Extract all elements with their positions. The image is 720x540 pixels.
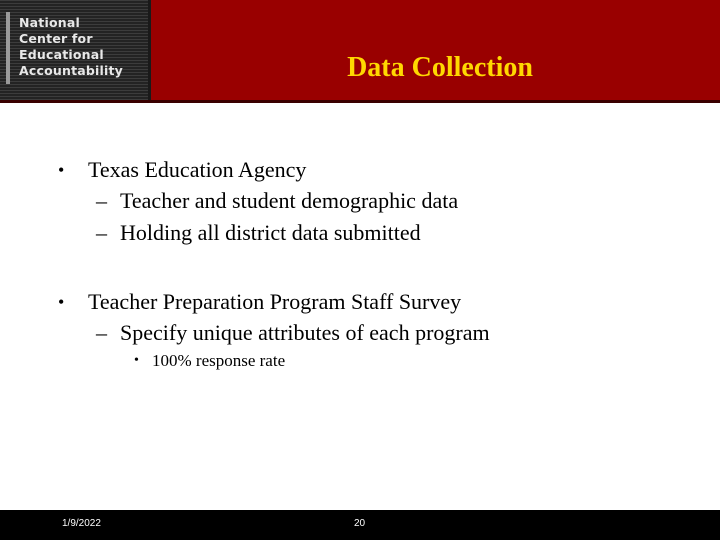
nceа-logo [0, 0, 148, 100]
logo-line: Educational [19, 47, 104, 62]
dash-marker: – [96, 188, 107, 213]
bullet-text: Holding all district data submitted [120, 220, 421, 245]
bullet-text: Specify unique attributes of each program [120, 320, 490, 345]
bullet-text: Teacher Preparation Program Staff Survey [88, 289, 462, 314]
dash-marker: – [96, 220, 107, 245]
bullet-marker: • [58, 292, 65, 312]
logo-accent-bar [6, 12, 10, 84]
slide-title: Data Collection [347, 52, 533, 83]
bullet-text: Teacher and student demographic data [120, 188, 459, 213]
dash-marker: – [96, 320, 107, 345]
bullet-level3 [134, 351, 286, 371]
bullet-level2 [96, 320, 490, 346]
bullet-text: 100% response rate [152, 351, 286, 370]
bullet-text: Texas Education Agency [88, 157, 307, 182]
logo-edge [148, 0, 151, 100]
logo-text [19, 15, 123, 79]
footer-date: 1/9/2022 [62, 518, 101, 529]
logo-line: National [19, 15, 80, 30]
logo-line: Center for [19, 31, 93, 46]
header-divider [0, 100, 720, 103]
page-number: 20 [354, 518, 366, 529]
bullet-marker: • [134, 353, 139, 368]
logo-line: Accountability [19, 63, 124, 78]
bullet-level2 [96, 188, 459, 214]
bullet-marker: • [58, 160, 65, 180]
bullet-level2 [96, 220, 421, 246]
bullet-level1 [58, 289, 462, 315]
bullet-level1 [58, 157, 307, 183]
footer-bar [0, 510, 720, 540]
